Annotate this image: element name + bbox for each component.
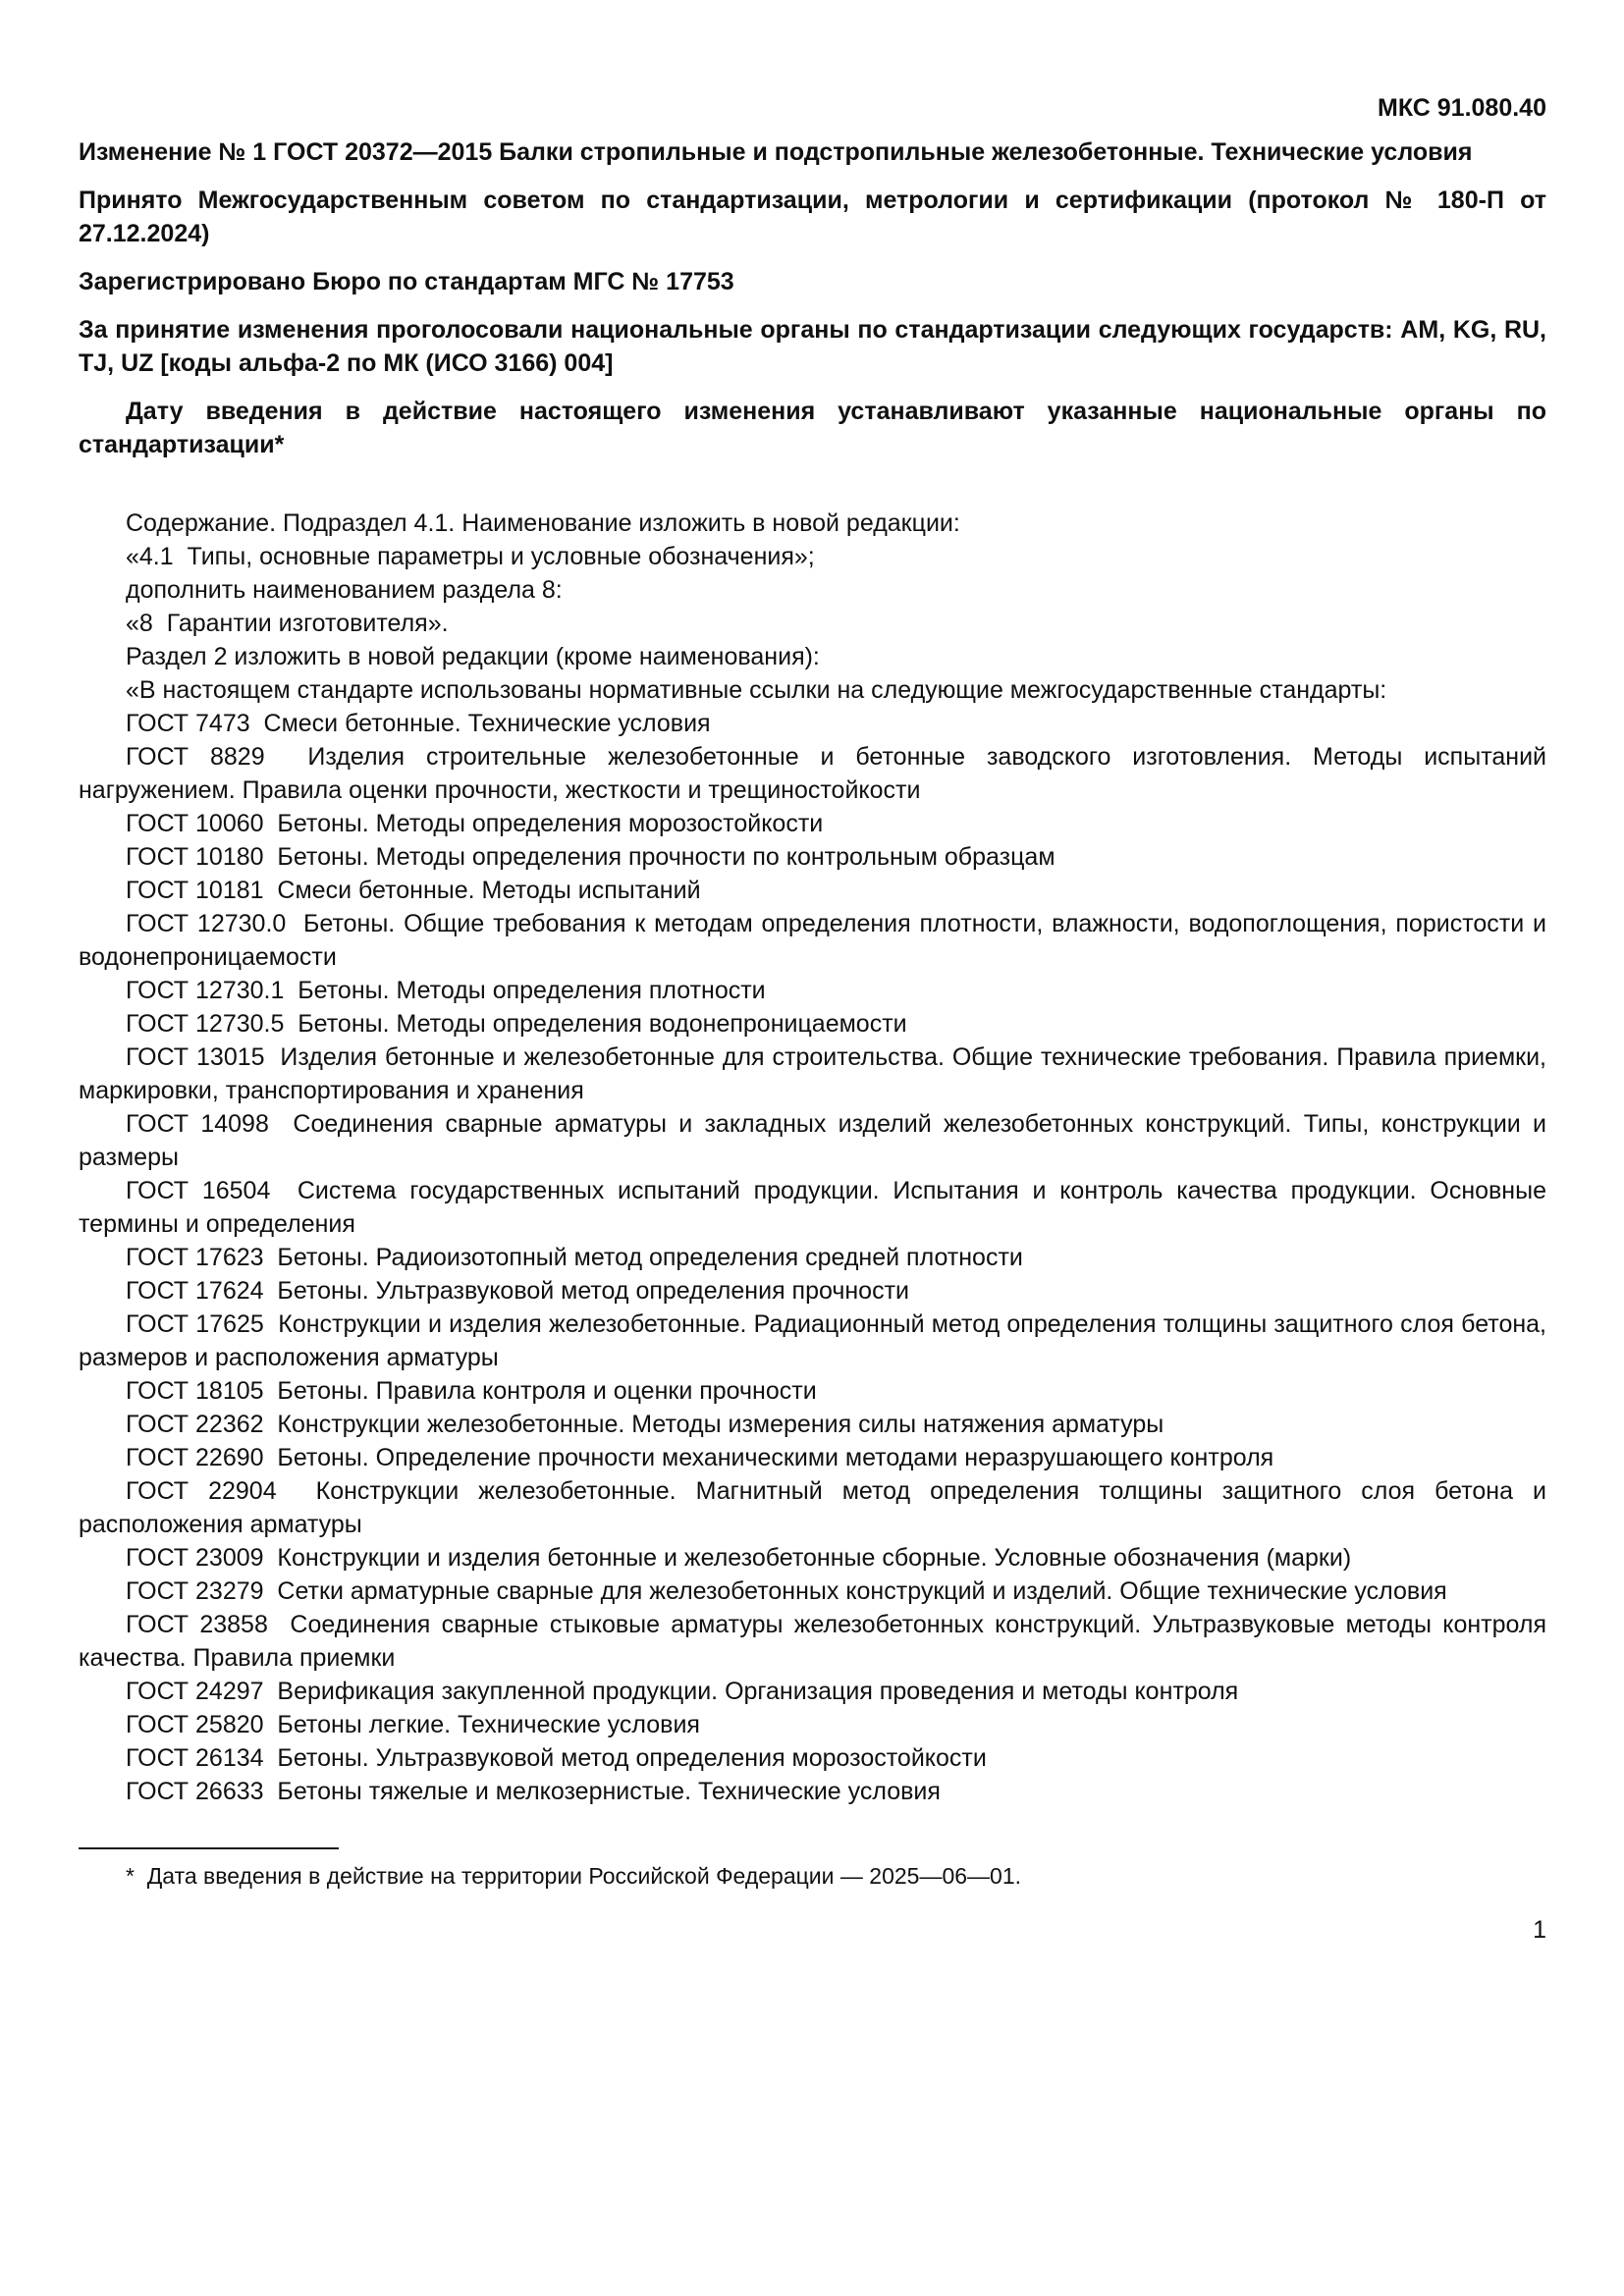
- paragraph: ГОСТ 23858 Соединения сварные стыковые арматуры железобетонных конструкций. Ультразвуковые методы контроля качества. Правила приемки: [79, 1611, 1546, 1672]
- classification-code: МКС 91.080.40: [1378, 94, 1546, 122]
- paragraph: ГОСТ 12730.0 Бетоны. Общие требования к методам определения плотности, влажности, водопоглощения, пористости и водонепроницаемости: [79, 910, 1546, 971]
- paragraph: ГОСТ 22904 Конструкции железобетонные. Магнитный метод определения толщины защитного слоя бетона и расположения арматуры: [79, 1477, 1546, 1538]
- paragraph: ГОСТ 14098 Соединения сварные арматуры и закладных изделий железобетонных конструкций. Типы, конструкции и размеры: [79, 1110, 1546, 1171]
- paragraph: ГОСТ 23009 Конструкции и изделия бетонные и железобетонные сборные. Условные обозначения (марки): [126, 1544, 1352, 1572]
- paragraph: «В настоящем стандарте использованы нормативные ссылки на следующие межгосударственные стандарты:: [126, 676, 1387, 704]
- paragraph: ГОСТ 16504 Система государственных испытаний продукции. Испытания и контроль качества продукции. Основные термины и определения: [79, 1177, 1546, 1238]
- body-section: [79, 507, 1546, 1808]
- paragraph: Дату введения в действие настоящего изменения устанавливают указанные национальные органы по стандартизации*: [79, 398, 1546, 458]
- footnote-text: * Дата введения в действие на территории Российской Федерации — 2025—06—01.: [126, 1863, 1022, 1889]
- footnote-block: [79, 1847, 1546, 1944]
- paragraph: ГОСТ 25820 Бетоны легкие. Технические условия: [126, 1711, 700, 1738]
- paragraph: ГОСТ 22362 Конструкции железобетонные. Методы измерения силы натяжения арматуры: [126, 1411, 1164, 1438]
- paragraph: ГОСТ 8829 Изделия строительные железобетонные и бетонные заводского изготовления. Методы испытаний нагружением. Правила оценки прочности, жесткости и трещиностойкости: [79, 743, 1546, 804]
- paragraph: ГОСТ 17623 Бетоны. Радиоизотопный метод определения средней плотности: [126, 1244, 1023, 1271]
- paragraph: ГОСТ 17625 Конструкции и изделия железобетонные. Радиационный метод определения толщины защитного слоя бетона, размеров и расположения арматуры: [79, 1310, 1546, 1371]
- paragraph: За принятие изменения проголосовали национальные органы по стандартизации следующих государств: AM, KG, RU, TJ, UZ [коды альфа-2 по МК (ИСО 3166) 004]: [79, 316, 1546, 377]
- paragraph: ГОСТ 12730.1 Бетоны. Методы определения плотности: [126, 977, 766, 1004]
- footnote-divider: [79, 1847, 339, 1849]
- paragraph: «4.1 Типы, основные параметры и условные обозначения»;: [126, 543, 815, 570]
- paragraph: ГОСТ 10060 Бетоны. Методы определения морозостойкости: [126, 810, 824, 837]
- paragraph: дополнить наименованием раздела 8:: [126, 576, 563, 604]
- page-number: 1: [1533, 1916, 1546, 1944]
- paragraph: «8 Гарантии изготовителя».: [126, 610, 449, 637]
- paragraph: ГОСТ 22690 Бетоны. Определение прочности механическими методами неразрушающего контроля: [126, 1444, 1274, 1471]
- paragraph: Раздел 2 изложить в новой редакции (кроме наименования):: [126, 643, 820, 670]
- paragraph: Содержание. Подраздел 4.1. Наименование изложить в новой редакции:: [126, 509, 960, 537]
- intro-section: [79, 135, 1546, 461]
- paragraph: ГОСТ 12730.5 Бетоны. Методы определения водонепроницаемости: [126, 1010, 907, 1038]
- paragraph: ГОСТ 10181 Смеси бетонные. Методы испытаний: [126, 877, 701, 904]
- paragraph: Принято Межгосударственным советом по стандартизации, метрологии и сертификации (протокол № 180-П от 27.12.2024): [79, 187, 1546, 247]
- paragraph: ГОСТ 13015 Изделия бетонные и железобетонные для строительства. Общие технические требования. Правила приемки, маркировки, транспортирования и хранения: [79, 1043, 1546, 1104]
- doc-header: [79, 94, 1546, 123]
- paragraph: Изменение № 1 ГОСТ 20372—2015 Балки стропильные и подстропильные железобетонные. Технические условия: [79, 138, 1473, 166]
- paragraph: ГОСТ 26633 Бетоны тяжелые и мелкозернистые. Технические условия: [126, 1778, 941, 1805]
- paragraph: ГОСТ 24297 Верификация закупленной продукции. Организация проведения и методы контроля: [126, 1678, 1239, 1705]
- paragraph: ГОСТ 26134 Бетоны. Ультразвуковой метод определения морозостойкости: [126, 1744, 987, 1772]
- paragraph: ГОСТ 18105 Бетоны. Правила контроля и оценки прочности: [126, 1377, 817, 1405]
- paragraph: ГОСТ 23279 Сетки арматурные сварные для железобетонных конструкций и изделий. Общие технические условия: [126, 1577, 1447, 1605]
- paragraph: Зарегистрировано Бюро по стандартам МГС № 17753: [79, 268, 734, 295]
- paragraph: ГОСТ 17624 Бетоны. Ультразвуковой метод определения прочности: [126, 1277, 909, 1305]
- paragraph: ГОСТ 7473 Смеси бетонные. Технические условия: [126, 710, 711, 737]
- paragraph: ГОСТ 10180 Бетоны. Методы определения прочности по контрольным образцам: [126, 843, 1056, 871]
